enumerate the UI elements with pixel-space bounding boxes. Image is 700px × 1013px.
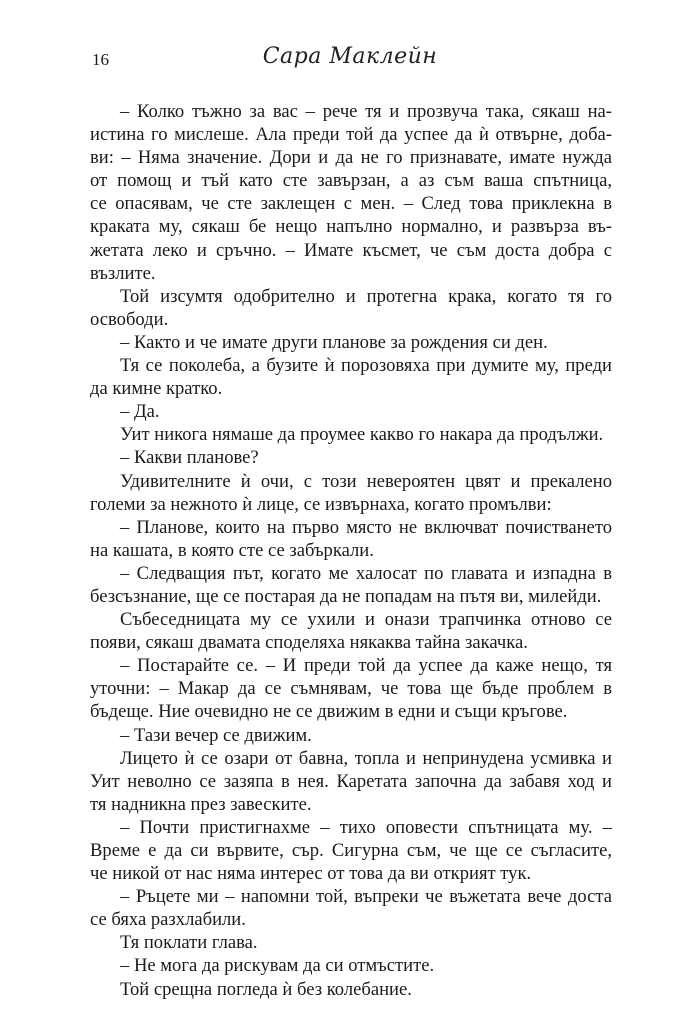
text-line: на кашата, в която сте се забъркали.	[90, 539, 374, 561]
text-line: – Тази вечер се движим.	[120, 724, 312, 746]
text-line: – Както и че имате други планове за рождения си ден.	[120, 331, 548, 353]
text-line: Той изсумтя одобрително и протегна крака, когато тя го	[120, 285, 612, 307]
text-line: големи за нежното ѝ лице, се извърнаха, когато промълви:	[90, 493, 552, 515]
text-line: краката му, сякаш бе нещо напълно нормално, и развърза въ-	[90, 216, 612, 238]
text-line: че никой от нас няма интерес от това да ви открият тук.	[90, 863, 532, 885]
text-line: безсъзнание, ще се постарая да не попадам на пътя ви, милейди.	[90, 585, 602, 607]
text-line: Той срещна погледа ѝ без колебание.	[120, 978, 412, 1000]
text-line: се бяха разхлабили.	[90, 909, 246, 931]
text-line: Тя се поколеба, а бузите ѝ порозовяха при думите му, преди	[120, 355, 612, 377]
text-line: – Не мога да рискувам да си отмъстите.	[120, 955, 435, 977]
body-text	[90, 100, 612, 1001]
text-line: – Да.	[120, 401, 160, 423]
text-line: Удивителните ѝ очи, с този невероятен цвят и прекалено	[120, 470, 612, 492]
text-line: Уит неволно се зазяпа в нея. Каретата започна да забавя ход и	[90, 770, 612, 792]
text-line: истина го мислеше. Ала преди той да успее да ѝ отвърне, доба-	[90, 124, 612, 146]
text-line: ви: – Няма значение. Дори и да не го признавате, имате нужда	[90, 147, 612, 169]
page-number: 16	[92, 50, 109, 69]
text-line: появи, сякаш двамата споделяха някаква тайна закачка.	[90, 632, 528, 654]
text-line: уточни: – Макар да се съмнявам, че това ще бъде проблем в	[90, 678, 612, 700]
text-line: Тя поклати глава.	[120, 932, 258, 954]
text-line: – Планове, които на първо място не включват почистването	[120, 516, 612, 538]
running-head-author: Сара Маклейн	[262, 44, 438, 69]
text-line: – Постарайте се. – И преди той да успее да каже нещо, тя	[120, 655, 612, 677]
text-line: – Следващия път, когато ме халосат по главата и изпадна в	[120, 562, 612, 584]
text-line: възлите.	[90, 262, 156, 284]
text-line: Събеседницата му се ухили и онази трапчинка отново се	[120, 609, 612, 631]
text-line: – Колко тъжно за вас – рече тя и прозвуча така, сякаш на-	[120, 101, 612, 122]
text-line: Време е да си вървите, сър. Сигурна съм, че ще се съгласите,	[90, 840, 612, 861]
text-line: Уит никога нямаше да проумее какво го накара да продължи.	[120, 424, 604, 446]
text-line: да кимне кратко.	[90, 378, 223, 400]
page-header	[92, 44, 608, 78]
text-line: бъдеще. Ние очевидно не се движим в едни и същи кръгове.	[90, 701, 568, 723]
text-line: освободи.	[90, 308, 169, 330]
text-line: се опасявам, че сте заклещен с мен. – След това приклекна в	[90, 193, 612, 215]
text-line: – Почти пристигнахме – тихо оповести спътницата му. –	[120, 816, 612, 838]
text-line: – Какви планове?	[120, 447, 259, 469]
text-line: от помощ и тъй като сте завързан, а аз съм ваша спътница,	[90, 170, 612, 192]
text-line: жетата леко и сръчно. – Имате късмет, че съм доста добра с	[90, 239, 612, 261]
text-line: Лицето ѝ се озари от бавна, топла и непринудена усмивка и	[120, 747, 612, 769]
text-line: – Ръцете ми – напомни той, въпреки че въжетата вече доста	[120, 886, 612, 908]
text-line: тя надникна през завеските.	[90, 793, 312, 815]
